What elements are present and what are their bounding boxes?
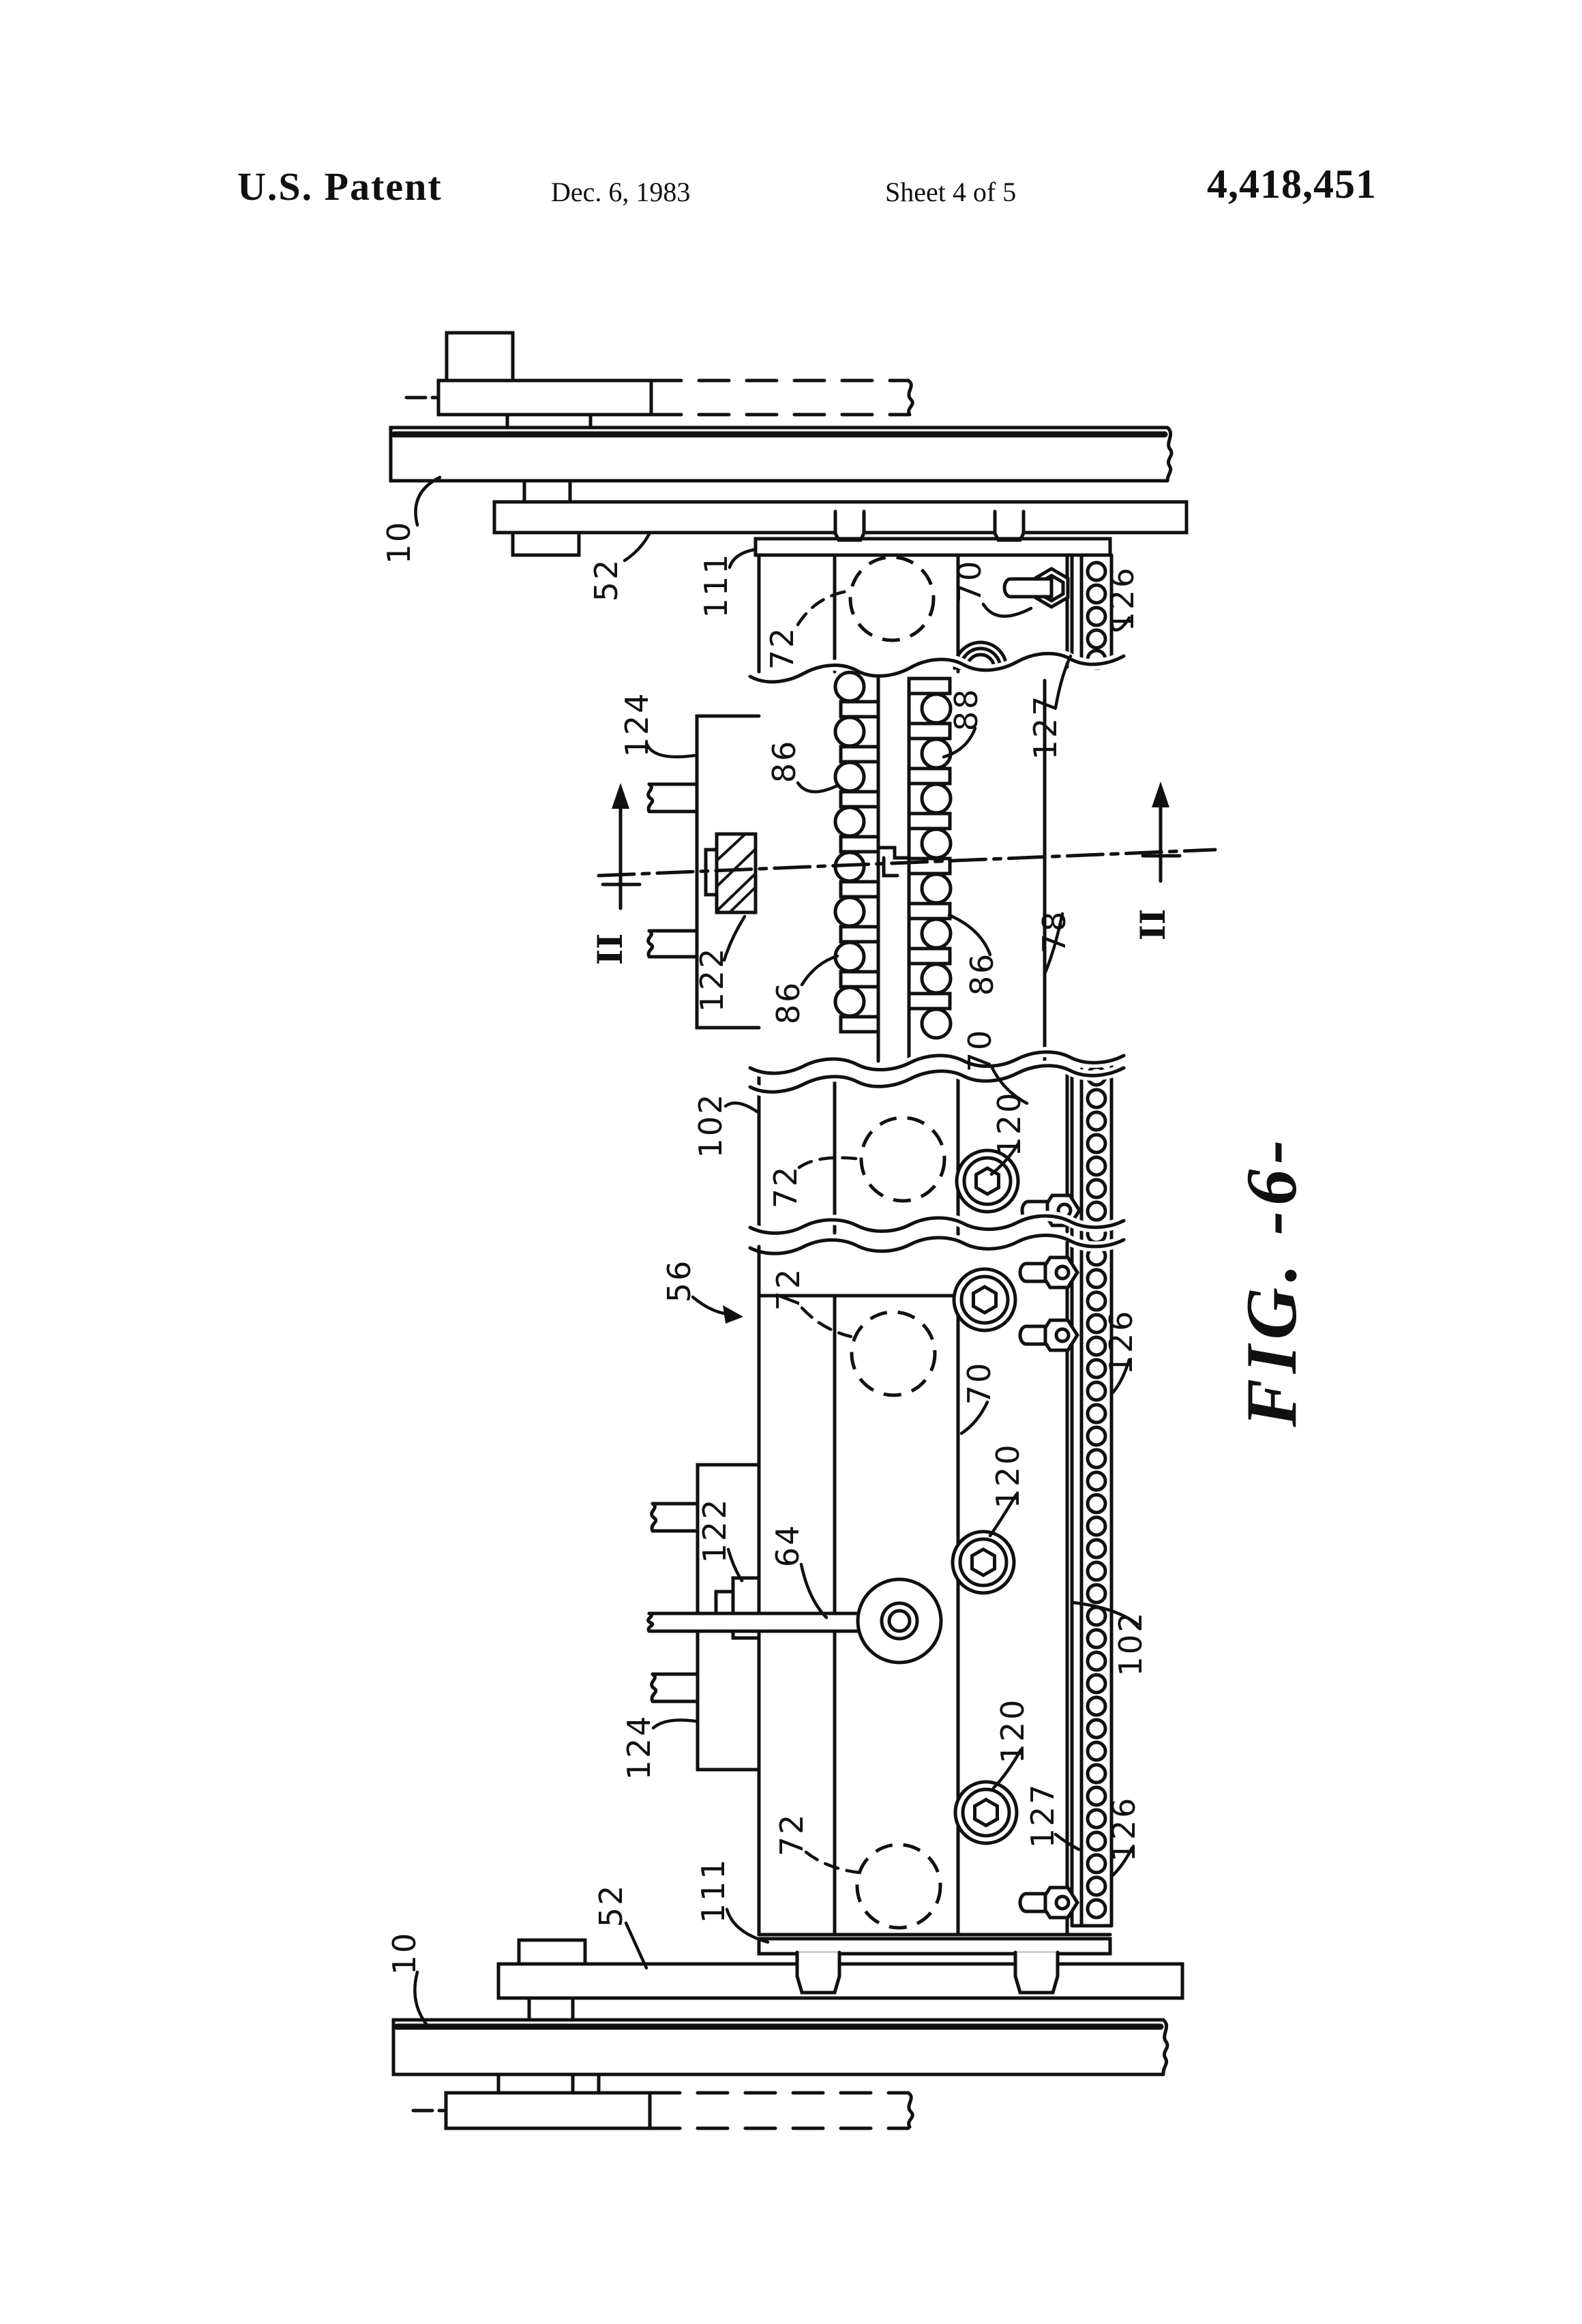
bolt-70-shank: [1004, 579, 1051, 597]
drawing-shape: [498, 2074, 573, 2093]
rack-tooth: [841, 792, 878, 807]
chain-roller-icon: [1088, 563, 1105, 580]
ball-88-icon: [922, 919, 951, 948]
rack-tooth: [909, 904, 950, 919]
ref-label-72: 72: [770, 1266, 807, 1311]
ball-88-icon: [922, 739, 951, 768]
drawing-line: [648, 784, 653, 811]
chain-roller-icon: [1088, 1495, 1105, 1513]
chain-roller-icon: [1088, 1562, 1105, 1580]
ball-88-icon: [922, 784, 951, 813]
rack-tooth: [841, 882, 878, 897]
ref-label-102: 102: [1112, 1610, 1149, 1677]
drawing-line: [908, 2093, 912, 2127]
workpiece-plate-lower: [446, 2093, 650, 2128]
ref-label-126: 126: [1104, 565, 1141, 632]
chain-roller-icon: [1088, 1765, 1105, 1783]
leader-line: [949, 915, 990, 955]
drawing-line: [1020, 1264, 1045, 1281]
leader-line: [961, 1402, 987, 1433]
section-centerline: [599, 850, 1215, 876]
chain-roller-icon: [1088, 1292, 1105, 1310]
ref-label-124: 124: [621, 1714, 657, 1781]
ref-label-111: 111: [698, 552, 734, 619]
mount-plate-111: [756, 539, 1110, 555]
rack-tooth: [909, 814, 950, 829]
ref-label-102: 102: [692, 1092, 729, 1159]
roller-72-hidden: [861, 1118, 944, 1201]
ref-label-10: 10: [380, 520, 417, 565]
ref-label-72: 72: [767, 1164, 804, 1209]
ref-label-56: 56: [661, 1258, 698, 1303]
drawing-shape: [507, 415, 591, 428]
ref-label-88: 88: [948, 687, 985, 732]
drawing-line: [1163, 2020, 1167, 2073]
top-carrier-rails: [391, 333, 1186, 555]
knob-64: [858, 1579, 941, 1663]
drawing-shape: [513, 533, 579, 555]
ref-label-86: 86: [964, 951, 1000, 996]
ref-label-52: 52: [588, 557, 625, 602]
leader-line-hidden: [799, 1158, 862, 1167]
ref-label-122: 122: [696, 1497, 733, 1564]
section-arrow-icon: [612, 783, 629, 809]
ref-label-64: 64: [769, 1523, 806, 1568]
ref-label-122: 122: [693, 946, 730, 1013]
section-line-II-II: [599, 781, 1215, 908]
rack-tooth: [909, 679, 950, 694]
chain-roller-icon: [1088, 585, 1105, 603]
chain-roller-icon: [1088, 1427, 1105, 1445]
reference-numerals: [380, 520, 1173, 1976]
ref-label-72: 72: [773, 1812, 810, 1857]
chain-roller-icon: [1088, 1180, 1105, 1197]
leader-line: [415, 477, 440, 525]
rack-tooth: [841, 837, 878, 852]
patent-header-number: 4,418,451: [1207, 162, 1377, 207]
chain-roller-icon: [1088, 1742, 1105, 1760]
clamp-bolt: [797, 1952, 839, 1993]
chain-roller-icon: [1088, 1900, 1105, 1918]
rack-tooth: [841, 747, 878, 762]
ref-label-120: 120: [991, 1090, 1028, 1157]
chain-roller-icon: [1088, 1652, 1105, 1670]
clamp-bolt: [995, 511, 1024, 540]
drawing-line: [652, 1504, 656, 1531]
chain-roller-icon: [1088, 1787, 1105, 1805]
roller-72-hidden: [857, 1845, 940, 1928]
top-clamp-bolts: [835, 511, 1024, 540]
ball-86-icon: [835, 897, 864, 926]
drawing-line: [1020, 1326, 1045, 1344]
rack-tooth: [841, 972, 878, 987]
bottom-carrier-rails: [393, 1940, 1182, 2128]
ball-86-icon: [835, 942, 864, 971]
ref-label-52: 52: [593, 1883, 629, 1928]
ball-86-icon: [835, 987, 864, 1016]
rack-tooth: [909, 724, 950, 739]
ball-88-icon: [922, 964, 951, 993]
chain-roller-icon: [1088, 1832, 1105, 1850]
chain-roller-icon: [1088, 1585, 1105, 1603]
roller-72-hidden: [852, 1312, 935, 1395]
ref-label-70: 70: [961, 1028, 998, 1073]
chain-roller-icon: [1088, 1382, 1105, 1400]
ball-86-icon: [835, 672, 864, 701]
leader-line: [726, 1103, 757, 1112]
ball-88-icon: [922, 874, 951, 903]
section-label-II: II: [590, 933, 630, 966]
ball-88-icon: [922, 694, 951, 723]
leader-line-hidden: [798, 591, 852, 625]
stop-block: [447, 333, 513, 381]
figure-label: FIG. -6-: [1232, 1134, 1311, 1427]
drawing-line: [1167, 428, 1171, 481]
chain-roller-icon: [1088, 1720, 1105, 1738]
ref-label-120: 120: [989, 1442, 1026, 1509]
chain-roller-icon: [1088, 1877, 1105, 1895]
ref-label-10: 10: [386, 1931, 423, 1976]
gib-122-hatched: [717, 834, 756, 912]
drawing-line: [908, 381, 912, 415]
chain-roller-icon: [1088, 1112, 1105, 1130]
middle-break-section: [759, 1071, 1079, 1234]
ball-88-icon: [922, 1009, 951, 1038]
rack-tooth: [909, 994, 950, 1009]
leader-line: [983, 604, 1031, 616]
drawing-line: [648, 931, 653, 957]
chain-roller-icon: [1088, 1472, 1105, 1490]
chain-roller-icon: [1088, 1090, 1105, 1107]
ref-label-70: 70: [951, 558, 988, 604]
rack-tooth: [841, 927, 878, 942]
ref-label-120: 120: [994, 1697, 1031, 1764]
ref-label-127: 127: [1027, 694, 1064, 760]
ref-label-124: 124: [618, 691, 655, 758]
ball-rack-section: [835, 672, 1045, 1061]
chain-roller-icon: [1088, 1810, 1105, 1828]
chain-roller-icon: [1088, 1202, 1105, 1220]
chain-roller-icon: [1088, 1675, 1105, 1693]
leader-line: [802, 956, 837, 985]
chain-roller-icon: [1088, 1270, 1105, 1287]
roller-72-hidden: [850, 557, 934, 640]
drawing-line: [652, 1674, 656, 1701]
chain-roller-icon: [1088, 1135, 1105, 1152]
chain-roller-icon: [1088, 1630, 1105, 1648]
chain-roller-icon: [1088, 1450, 1105, 1468]
drawing-line: [1020, 1894, 1045, 1911]
section-label-II: II: [1133, 908, 1173, 941]
ref-label-111: 111: [695, 1857, 732, 1924]
clamp-bolt: [1015, 1952, 1058, 1993]
chain-roller-icon: [1088, 1405, 1105, 1422]
drawing-line: [878, 848, 909, 858]
ball-86-icon: [835, 807, 864, 836]
ref-label-78: 78: [1036, 909, 1073, 954]
section-arrow-icon: [1152, 781, 1169, 807]
ref-label-126: 126: [1103, 1309, 1139, 1375]
leader-line: [626, 1923, 646, 1968]
ref-label-86: 86: [766, 739, 803, 784]
chain-roller-icon: [1088, 608, 1105, 625]
chain-roller-icon: [1088, 1540, 1105, 1558]
rack-tooth: [841, 702, 878, 717]
ref-label-70: 70: [961, 1360, 998, 1405]
patent-header-title: U.S. Patent: [237, 164, 443, 209]
chain-roller-icon: [1088, 1157, 1105, 1175]
drawing-shape: [649, 1613, 861, 1631]
chain-roller-icon: [1088, 1517, 1105, 1535]
drawing-shape: [519, 1940, 585, 1964]
leader-line: [798, 783, 837, 792]
leader-line-hidden: [802, 1308, 851, 1337]
rack-tooth: [909, 769, 950, 784]
chain-roller-icon: [1088, 1855, 1105, 1873]
chain-roller-icon: [1088, 1607, 1105, 1625]
ref-label-72: 72: [764, 625, 801, 670]
leader-line: [653, 1720, 696, 1728]
ball-86-icon: [835, 717, 864, 746]
ref-label-86: 86: [770, 980, 807, 1025]
ref-label-127: 127: [1024, 1782, 1061, 1849]
patent-header-date: Dec. 6, 1983: [551, 177, 691, 207]
chain-roller-icon: [1088, 630, 1105, 648]
leader-line: [801, 1564, 826, 1618]
drawing-shape: [524, 481, 570, 502]
ref-label-126: 126: [1105, 1796, 1142, 1862]
drawing-shape: [529, 1998, 573, 2020]
chain-roller-icon: [1088, 1697, 1105, 1715]
ball-86-icon: [835, 762, 864, 791]
rack-tooth: [841, 1017, 878, 1032]
leader-arrow-icon: [723, 1305, 743, 1324]
workpiece-plate: [438, 381, 651, 415]
leader-line: [625, 534, 649, 561]
patent-header-sheet: Sheet 4 of 5: [885, 177, 1017, 207]
drawing-line: [884, 858, 897, 876]
ball-88-icon: [922, 829, 951, 858]
clamp-bolt: [835, 511, 864, 540]
rack-tooth: [909, 949, 950, 964]
leader-line-hidden: [806, 1852, 859, 1873]
